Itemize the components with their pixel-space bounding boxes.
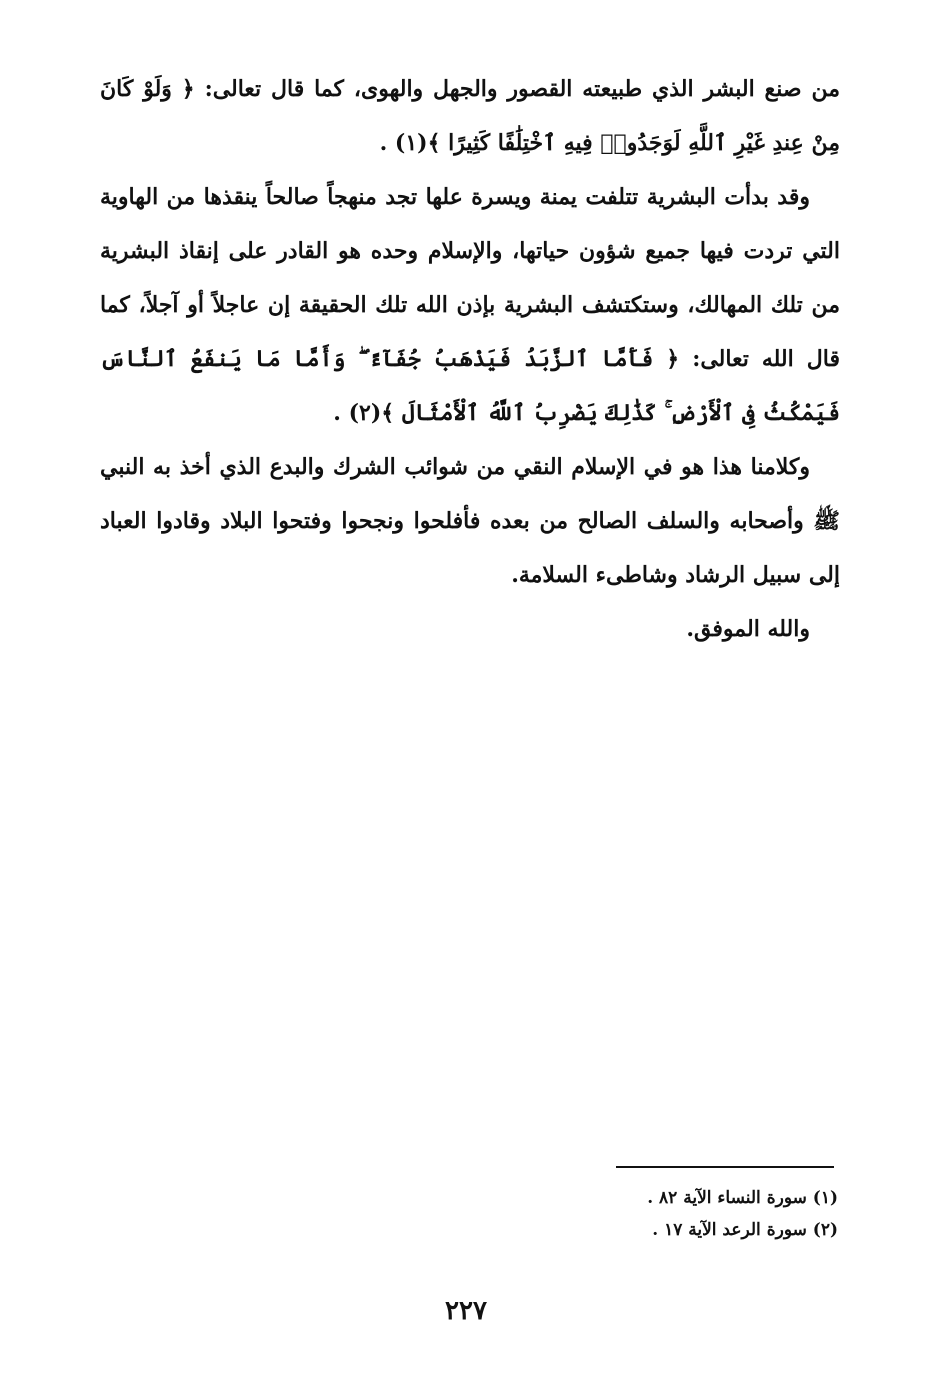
- footnote-ref-1: (١) .: [379, 130, 428, 156]
- paragraph-1-text: من صنع البشر الذي طبيعته القصور والجهل والهوى، كما قال تعالى:: [194, 76, 840, 102]
- footnote-1: (١) سورة النساء الآية ٨٢ .: [647, 1188, 838, 1208]
- footnote-ref-2: (٢) .: [333, 400, 382, 426]
- paragraph-2: [100, 170, 840, 440]
- paragraph-1: [100, 62, 840, 170]
- main-text: [100, 62, 840, 656]
- footnote-divider: [616, 1166, 834, 1168]
- page-number: ٢٢٧: [445, 1296, 487, 1326]
- quran-verse-1: ﴿ وَلَوْ كَانَ مِنْ عِندِ غَيْرِ ٱللَّهِ لَوَجَدُوا۟ فِيهِ ٱخْتِلَٰفًا كَثِيرًا ﴾: [100, 76, 840, 156]
- quran-verse-2: ﴿ فَأَمَّا ٱلزَّبَدُ فَيَذْهَبُ جُفَآءً ۖ وَأَمَّا مَا يَنفَعُ ٱلنَّاسَ فَيَمْكُثُ فِى ٱلْأَرْضِ ۚ كَذَٰلِكَ يَضْرِبُ ٱللَّهُ ٱلْأَمْثَالَ ﴾: [100, 346, 840, 426]
- footnote-2: (٢) سورة الرعد الآية ١٧ .: [652, 1220, 838, 1240]
- footnotes: [500, 1182, 838, 1246]
- paragraph-3: [100, 440, 840, 602]
- paragraph-4: [100, 602, 840, 656]
- paragraph-3-text: وكلامنا هذا هو في الإسلام النقي من شوائب الشرك والبدع الذي أخذ به النبي ﷺ وأصحابه والسلف الصالح من بعده فأفلحوا ونجحوا وفتحوا البلاد وقادوا العباد إلى سبيل الرشاد وشاطىء السلامة.: [100, 454, 840, 588]
- paragraph-2-text: وقد بدأت البشرية تتلفت يمنة ويسرة علها تجد منهجاً صالحاً ينقذها من الهاوية التي تردت فيها جميع شؤون حياتها، والإسلام وحده هو القادر على إنقاذ البشرية من تلك المهالك، وستكتشف البشرية بإذن الله تلك الحقيقة إن عاجلاً أو آجلاً، كما قال الله تعالى:: [100, 184, 840, 372]
- paragraph-4-text: والله الموفق.: [686, 616, 810, 642]
